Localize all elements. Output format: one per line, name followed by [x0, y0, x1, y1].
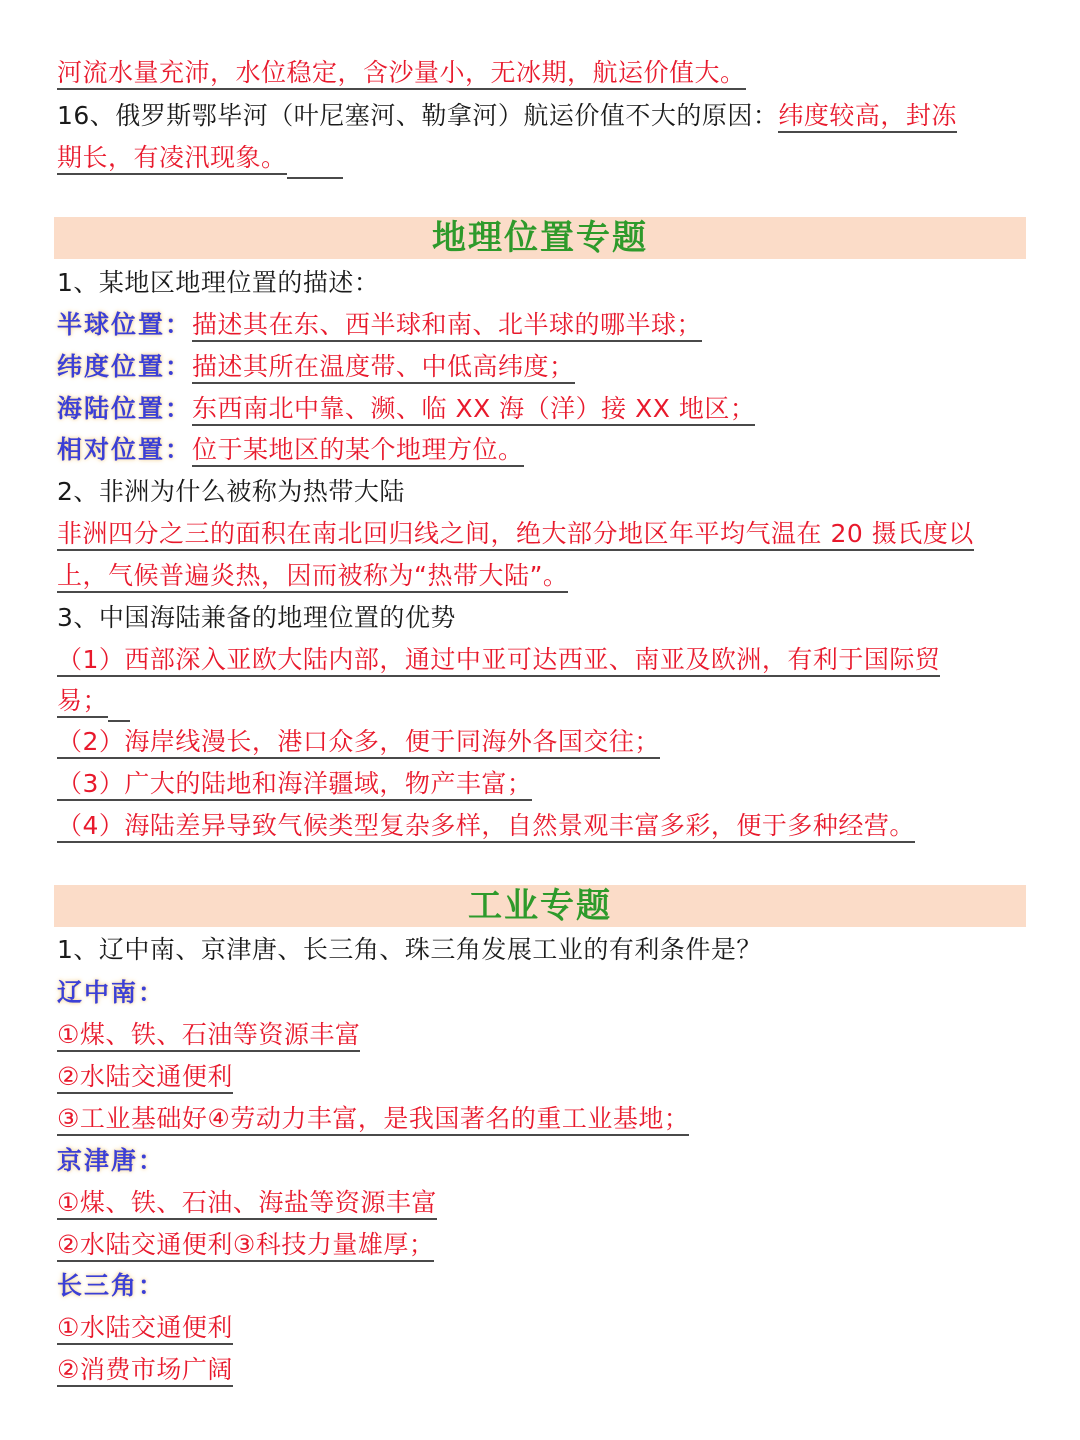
blank-underline [287, 147, 343, 179]
geo-q3-answer-2-text: （2）海岸线漫长，港口众多，便于同海外各国交往； [57, 727, 660, 759]
geo-q2: 2、非洲为什么被称为热带大陆 [57, 477, 405, 506]
ind-region-jing [57, 1141, 165, 1181]
prev-answer-line [57, 53, 746, 93]
geo-q3-answer-2 [57, 722, 660, 762]
ind-liao-answer-2 [57, 1057, 233, 1097]
q16-answer-part2: 期长，有凌汛现象。 [57, 143, 287, 175]
term-colon: ： [165, 310, 193, 339]
term-label: 纬度位置 [57, 352, 166, 381]
term-colon: ： [165, 394, 193, 423]
answer-text: ①煤、铁、石油、海盐等资源丰富 [57, 1188, 437, 1220]
ind-region-chang [57, 1266, 165, 1306]
region-label: 京津唐 [57, 1146, 139, 1175]
term-description: 描述其所在温度带、中低高纬度； [192, 352, 575, 384]
answer-text: ③工业基础好④劳动力丰富，是我国著名的重工业基地； [57, 1104, 689, 1136]
region-colon: ： [138, 1146, 166, 1175]
section-title-industry: 工业专题 [468, 886, 612, 926]
geo-q3-answer-1-cont [57, 681, 130, 721]
q16-answer-line2 [57, 138, 343, 178]
ind-chang-answer-1 [57, 1308, 233, 1348]
geo-q3: 3、中国海陆兼备的地理位置的优势 [57, 603, 456, 632]
geo-q3-answer-4-text: （4）海陆差异导致气候类型复杂多样，自然景观丰富多彩，便于多种经营。 [57, 811, 915, 843]
ind-chang-answer-2 [57, 1350, 233, 1390]
ind-liao-answer-3 [57, 1099, 689, 1139]
geo-q2-answer-line1 [57, 514, 974, 554]
answer-text: ①煤、铁、石油等资源丰富 [57, 1020, 360, 1052]
term-label: 海陆位置 [57, 394, 166, 423]
q16-question: 16、俄罗斯鄂毕河（叶尼塞河、勒拿河）航运价值不大的原因： [57, 101, 779, 130]
region-colon: ： [138, 978, 166, 1007]
geo-q2-answer-line2 [57, 556, 568, 596]
ind-liao-answer-1 [57, 1015, 360, 1055]
q16-line [57, 96, 957, 136]
answer-text: ①水陆交通便利 [57, 1313, 233, 1345]
q16-answer-part1: 纬度较高，封冻 [778, 101, 957, 133]
region-colon: ： [138, 1271, 166, 1300]
geo-item-hemisphere [57, 305, 702, 345]
term-label: 半球位置 [57, 310, 166, 339]
geo-q3-answer-3 [57, 764, 532, 804]
section-banner-geo [54, 217, 1026, 259]
geo-q2-answer-part2: 上，气候普遍炎热，因而被称为“热带大陆”。 [57, 561, 568, 593]
answer-text: ②消费市场广阔 [57, 1355, 233, 1387]
ind-jing-answer-2 [57, 1225, 434, 1265]
geo-q3-answer-3-text: （3）广大的陆地和海洋疆域，物产丰富； [57, 769, 532, 801]
term-description: 东西南北中靠、濒、临 XX 海（洋）接 XX 地区； [192, 394, 755, 426]
section-banner-industry [54, 885, 1026, 927]
geo-q3-answer-4 [57, 806, 915, 846]
term-description: 描述其在东、西半球和南、北半球的哪半球； [192, 310, 702, 342]
ind-region-liao [57, 973, 165, 1013]
answer-text: ②水陆交通便利 [57, 1062, 233, 1094]
geo-q3-answer-1-text-cont: 易； [57, 686, 108, 718]
answer-text: ②水陆交通便利③科技力量雄厚； [57, 1230, 434, 1262]
geo-q3-answer-1 [57, 640, 940, 680]
geo-q2-answer-part1: 非洲四分之三的面积在南北回归线之间，绝大部分地区年平均气温在 20 摄氏度以 [57, 519, 974, 551]
region-label: 长三角 [57, 1271, 139, 1300]
blank-underline [108, 690, 130, 722]
geo-q3-answer-1-text: （1）西部深入亚欧大陆内部，通过中亚可达西亚、南亚及欧洲，有利于国际贸 [57, 645, 940, 677]
prev-answer-text: 河流水量充沛，水位稳定，含沙量小，无冰期，航运价值大。 [57, 58, 746, 90]
ind-q1: 1、辽中南、京津唐、长三角、珠三角发展工业的有利条件是？ [57, 935, 762, 964]
geo-item-relative [57, 430, 524, 470]
ind-jing-answer-1 [57, 1183, 437, 1223]
term-label: 相对位置 [57, 435, 166, 464]
geo-q1: 1、某地区地理位置的描述： [57, 268, 380, 297]
geo-item-latitude [57, 347, 575, 387]
term-colon: ： [165, 435, 193, 464]
geo-item-land-sea [57, 389, 755, 429]
section-title-geo: 地理位置专题 [432, 218, 648, 258]
term-colon: ： [165, 352, 193, 381]
term-description: 位于某地区的某个地理方位。 [192, 435, 524, 467]
region-label: 辽中南 [57, 978, 139, 1007]
